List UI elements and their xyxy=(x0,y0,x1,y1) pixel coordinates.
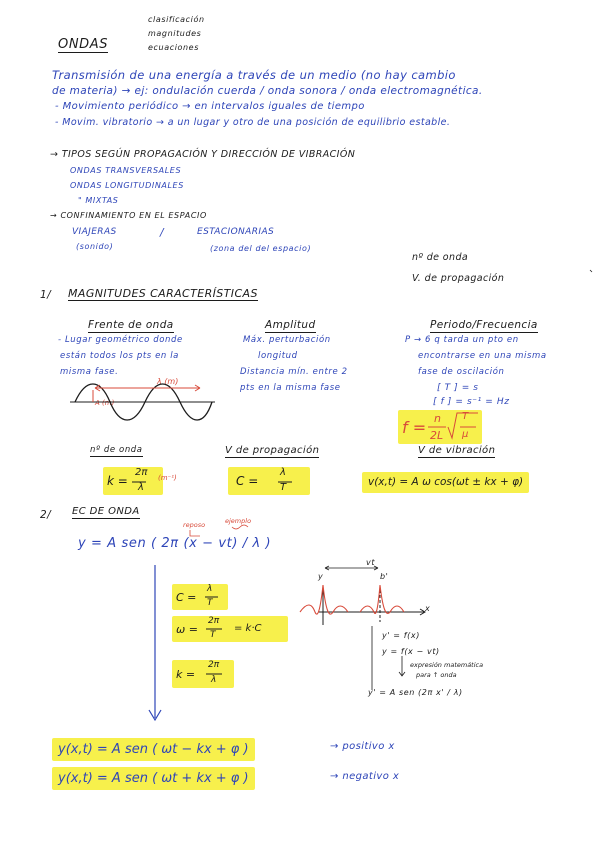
types-heading: → TIPOS SEGÚN PROPAGACIÓN Y DIRECCIÓN DE VIBRACIÓN xyxy=(50,149,356,160)
frente-line-2: están todos los pts en la xyxy=(60,351,179,361)
relation-c-lhs: C = xyxy=(176,591,197,604)
onda-num-unit: (m⁻¹) xyxy=(158,474,177,482)
final-eq-positive: y(x,t) = A sen ( ωt − kx + φ ) xyxy=(52,738,255,761)
diagram-pulse-initial xyxy=(300,585,348,614)
amplitud-line-3: Distancia mín. entre 2 xyxy=(240,367,348,377)
relation-omega-lhs: ω = xyxy=(176,623,198,636)
ejemplo-pointer xyxy=(232,525,248,529)
vprop-title: V de propagación xyxy=(225,445,320,456)
diagram-note-arrow xyxy=(399,656,405,676)
confinement-heading: → CONFINAMIENTO EN EL ESPACIO xyxy=(50,211,207,220)
topic-clasificacion: clasificación xyxy=(148,15,205,24)
definition-line-2: de materia) → ej: ondulación cuerda / onda sonora / onda electromagnética. xyxy=(52,85,483,97)
confinement-slash: / xyxy=(160,227,164,239)
note-ejemplo: ejemplo xyxy=(225,517,252,525)
frente-line-1: - Lugar geométrico donde xyxy=(58,335,183,345)
section-2-title: EC DE ONDA xyxy=(72,506,140,517)
wave-lambda-label: λ (m) xyxy=(157,377,179,386)
confinement-estacionarias: ESTACIONARIAS xyxy=(197,227,275,237)
diagram-eq-sen: y' = A sen (2π x' / λ) xyxy=(368,688,463,697)
periodo-line-1: P → 6 q tarda un pto en xyxy=(405,335,519,345)
section-1-title: MAGNITUDES CARACTERÍSTICAS xyxy=(68,287,258,300)
diagram-note-2: para ↑ onda xyxy=(416,671,457,679)
final-eq-negative: y(x,t) = A sen ( ωt + kx + φ ) xyxy=(52,767,255,790)
relation-c-den: T xyxy=(207,598,213,608)
main-wave-equation: y = A sen ( 2π (x − vt) / λ ) xyxy=(78,536,272,551)
frente-line-3: misma fase. xyxy=(60,367,119,377)
periodo-line-2: encontrarse en una misma xyxy=(418,351,547,361)
vprop-num: λ xyxy=(280,467,286,478)
note-reposo: reposo xyxy=(183,521,206,529)
frequency-formula-root-den: μ xyxy=(462,429,469,440)
vprop-den: T xyxy=(280,482,287,493)
periodo-title: Periodo/Frecuencia xyxy=(430,319,538,331)
final-eq-positive-note: → positivo x xyxy=(330,741,395,752)
side-note-velocidad: V. de propagación xyxy=(412,273,505,284)
periodo-units-T: [ T ] = s xyxy=(437,383,479,393)
vvib-formula: v(x,t) = A ω cos(ωt ± kx + φ) xyxy=(362,472,529,493)
frequency-formula-root-num: T xyxy=(462,411,469,422)
type-mixtas: " MIXTAS xyxy=(78,196,119,205)
frequency-root-sign xyxy=(448,413,478,438)
amplitud-line-4: pts en la misma fase xyxy=(240,383,341,393)
relation-k-lhs: k = xyxy=(176,668,196,681)
type-transversales: ONDAS TRANSVERSALES xyxy=(70,166,182,175)
page-title: ONDAS xyxy=(58,37,109,52)
diagram-b-label: b' xyxy=(380,572,389,581)
diagram-eq-fxvt: y = f(x − vt) xyxy=(382,647,440,656)
topic-magnitudes: magnitudes xyxy=(148,29,202,38)
diagram-note-1: expresión matemática xyxy=(410,661,484,669)
confinement-viajeras-note: (sonido) xyxy=(76,242,114,251)
frente-title: Frente de onda xyxy=(88,319,174,331)
confinement-viajeras: VIAJERAS xyxy=(72,227,117,237)
diagram-pulse-shifted xyxy=(360,585,404,613)
vprop-lhs: C = xyxy=(236,474,259,488)
diagram-eq-fx: y' = f(x) xyxy=(382,631,420,640)
relation-k-num: 2π xyxy=(208,660,220,670)
definition-line-1: Transmisión de una energía a través de un medio (no hay cambio xyxy=(52,68,456,82)
amplitud-line-2: longitud xyxy=(258,351,298,361)
diagram-vt-label: vt xyxy=(366,558,376,567)
diagram-x-label: x xyxy=(425,604,431,613)
relation-omega-den: T xyxy=(210,630,216,640)
topic-ecuaciones: ecuaciones xyxy=(148,43,199,52)
frequency-formula-lhs: f = xyxy=(402,418,427,437)
vvib-title: V de vibración xyxy=(418,445,496,456)
relation-c-num: λ xyxy=(207,584,213,594)
side-note-onda: nº de onda xyxy=(412,252,469,263)
section-1-number: 1/ xyxy=(40,289,52,301)
type-longitudinales: ONDAS LONGITUDINALES xyxy=(70,181,184,190)
relation-k-den: λ xyxy=(211,675,217,685)
relation-omega-rest: = k·C xyxy=(234,623,262,634)
margin-mark xyxy=(590,270,592,272)
frequency-formula-den: 2L xyxy=(430,429,444,442)
onda-num-lhs: k = xyxy=(107,474,128,488)
periodo-line-3: fase de oscilación xyxy=(418,367,505,377)
confinement-estacionarias-note: (zona del del espacio) xyxy=(210,244,312,253)
onda-num-den: λ xyxy=(138,482,144,493)
definition-bullet-1: - Movimiento periódico → en intervalos iguales de tiempo xyxy=(55,101,365,112)
section-2-number: 2/ xyxy=(40,509,52,521)
periodo-units-f: [ f ] = s⁻¹ = Hz xyxy=(433,397,510,407)
onda-num-title: nº de onda xyxy=(90,445,143,455)
definition-bullet-2: - Movim. vibratorio → a un lugar y otro de una posición de equilibrio estable. xyxy=(55,117,451,128)
frequency-formula-num: n xyxy=(434,412,441,425)
relation-omega-num: 2π xyxy=(208,616,220,626)
final-eq-negative-note: → negativo x xyxy=(330,771,400,782)
onda-num-num: 2π xyxy=(135,467,148,478)
wave-amplitude-label: A (m) xyxy=(95,399,115,407)
diagram-y-label: y xyxy=(318,572,324,581)
reposo-pointer xyxy=(190,530,200,536)
amplitud-line-1: Máx. perturbación xyxy=(243,335,331,345)
amplitud-title: Amplitud xyxy=(265,319,316,331)
